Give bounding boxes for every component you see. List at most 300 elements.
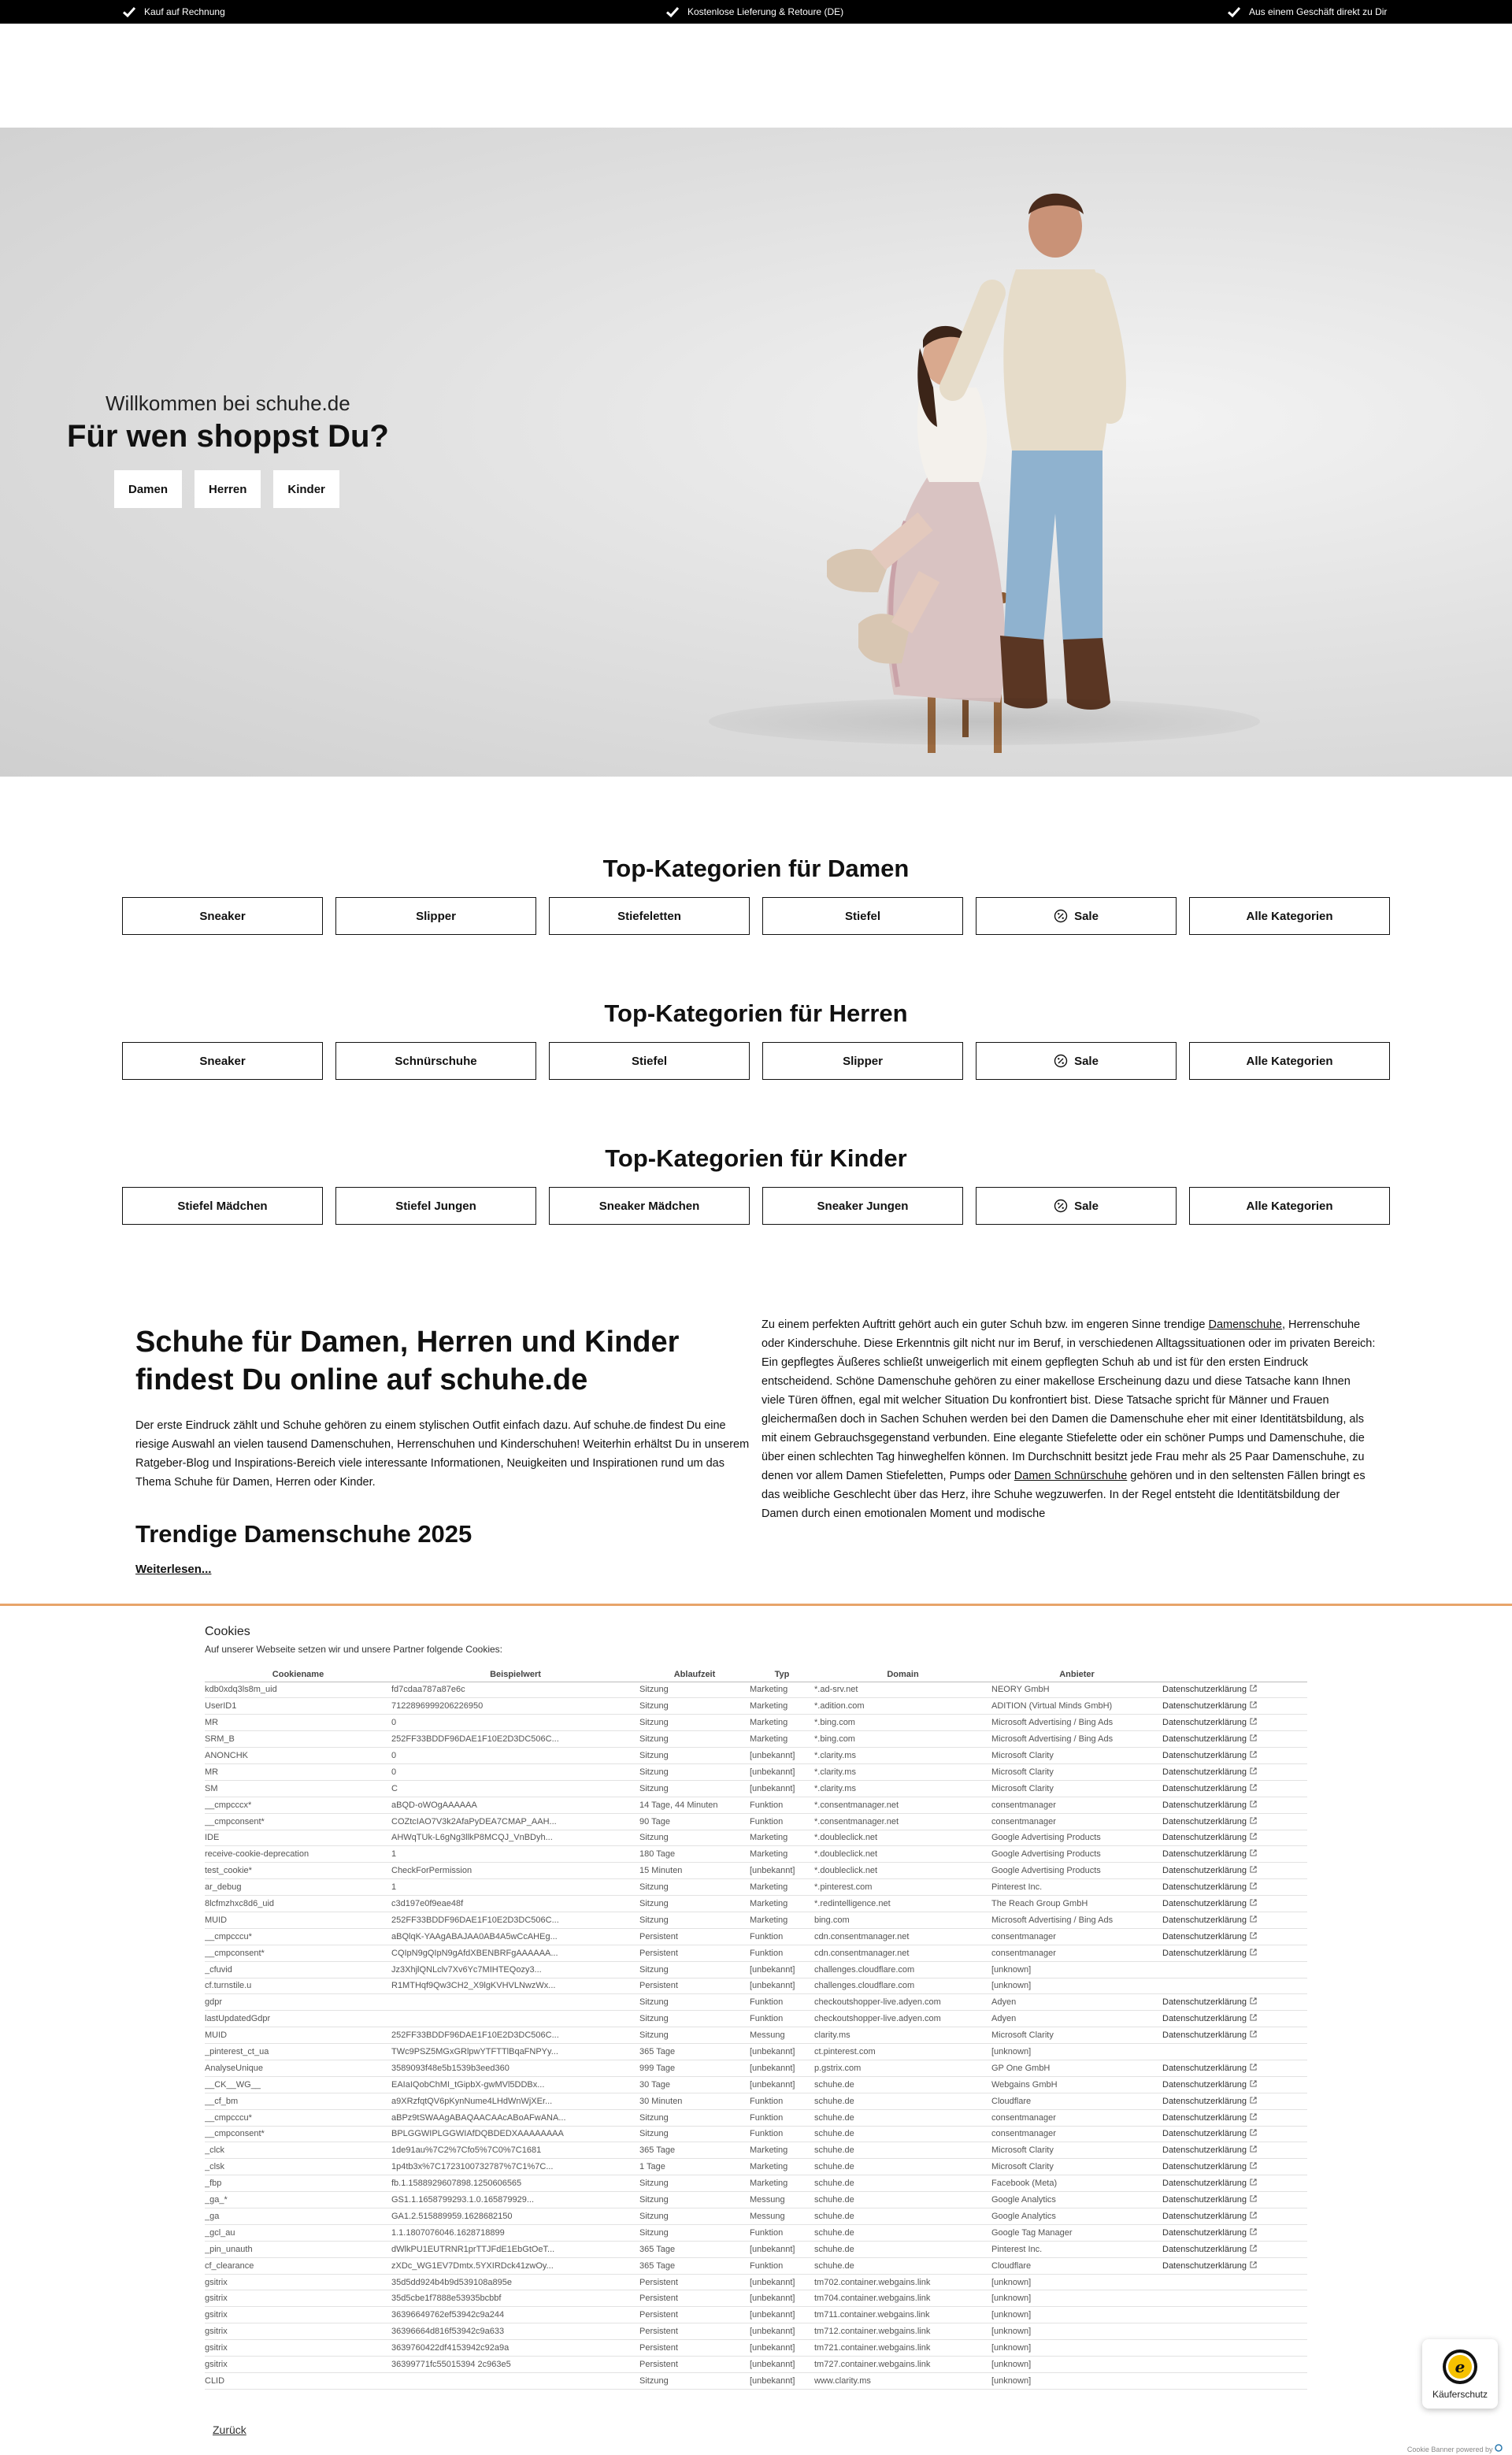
cookie-cell: *.ad-srv.net: [814, 1682, 991, 1698]
cookie-cell: __cmpcccu*: [205, 1928, 391, 1945]
cookie-cell: Sitzung: [639, 1994, 750, 2011]
cookie-cell: *.bing.com: [814, 1715, 991, 1731]
cookie-cell: Marketing: [750, 2159, 814, 2175]
category-row: [122, 897, 1390, 935]
cookie-cell: Funktion: [750, 1945, 814, 1961]
cookie-cell: [unbekannt]: [750, 2323, 814, 2340]
seo-text-right: [762, 1315, 1376, 1523]
privacy-cell: [1162, 1763, 1307, 1780]
site-header: [0, 24, 1512, 128]
category-button[interactable]: [122, 1042, 323, 1080]
cookie-cell: Google Advertising Products: [991, 1846, 1162, 1863]
external-link-icon: [1250, 2228, 1257, 2235]
cookie-cell: consentmanager: [991, 1813, 1162, 1830]
category-button[interactable]: [549, 1042, 750, 1080]
external-link-icon: [1250, 2145, 1257, 2153]
cookie-row: [205, 1961, 1307, 1978]
privacy-policy-link[interactable]: Datenschutzerklärung: [1162, 2162, 1247, 2172]
privacy-cell: [1162, 1698, 1307, 1715]
privacy-policy-link[interactable]: Datenschutzerklärung: [1162, 2096, 1247, 2106]
usp-label: Aus einem Geschäft direkt zu Dir: [1249, 6, 1388, 17]
cookie-cell: Sitzung: [639, 1731, 750, 1748]
cookie-cell: NEORY GmbH: [991, 1682, 1162, 1698]
cookie-cell: [unknown]: [991, 2357, 1162, 2373]
cookie-cell: MR: [205, 1715, 391, 1731]
cookie-cell: 1.1.1807076046.1628718899: [391, 2224, 639, 2241]
cookie-cell: Pinterest Inc.: [991, 2241, 1162, 2257]
privacy-policy-link[interactable]: Datenschutzerklärung: [1162, 2063, 1247, 2073]
privacy-cell: [1162, 2323, 1307, 2340]
privacy-cell: [1162, 1846, 1307, 1863]
cookie-cell: Facebook (Meta): [991, 2175, 1162, 2192]
cookie-cell: __cmpconsent*: [205, 1945, 391, 1961]
read-more-link[interactable]: Weiterlesen...: [135, 1563, 212, 1576]
cookie-cell: Sitzung: [639, 2126, 750, 2142]
cookie-cell: Sitzung: [639, 2175, 750, 2192]
privacy-cell: [1162, 2027, 1307, 2044]
cookie-cell: AnalyseUnique: [205, 2060, 391, 2076]
cookie-cell: ANONCHK: [205, 1748, 391, 1764]
privacy-policy-link[interactable]: Datenschutzerklärung: [1162, 1899, 1247, 1909]
cookie-cell: MUID: [205, 1912, 391, 1928]
category-label: Stiefel Mädchen: [177, 1199, 268, 1213]
category-button[interactable]: [762, 1187, 963, 1225]
cookie-cell: R1MTHqf9Qw3CH2_X9lgKVHVLNwzWx...: [391, 1978, 639, 1994]
cookie-cell: Webgains GmbH: [991, 2076, 1162, 2093]
column-header: Cookiename: [205, 1667, 391, 1682]
privacy-cell: [1162, 2290, 1307, 2307]
cookie-cell: Sitzung: [639, 2011, 750, 2027]
category-label: Slipper: [416, 909, 456, 923]
cookie-cell: Persistent: [639, 1945, 750, 1961]
external-link-icon: [1250, 2064, 1257, 2071]
privacy-policy-link[interactable]: Datenschutzerklärung: [1162, 2227, 1247, 2238]
privacy-policy-link[interactable]: Datenschutzerklärung: [1162, 1931, 1247, 1941]
cookie-row: [205, 2011, 1307, 2027]
category-button-sale[interactable]: [976, 897, 1177, 935]
cookie-cell: Messung: [750, 2208, 814, 2225]
hero-welcome-text: Willkommen bei schuhe.de: [106, 391, 350, 415]
privacy-policy-link[interactable]: Datenschutzerklärung: [1162, 1685, 1247, 1695]
cookie-row: [205, 2307, 1307, 2323]
privacy-policy-link[interactable]: Datenschutzerklärung: [1162, 2030, 1247, 2041]
cookie-cell: consentmanager: [991, 1945, 1162, 1961]
cookie-cell: [unknown]: [991, 2340, 1162, 2357]
usp-item: [1227, 0, 1387, 24]
cookie-row: [205, 2192, 1307, 2208]
cookie-cell: Marketing: [750, 1715, 814, 1731]
cookie-row: [205, 2323, 1307, 2340]
usp-item: [665, 0, 843, 24]
cookie-row: [205, 1797, 1307, 1813]
category-button[interactable]: [335, 897, 536, 935]
privacy-policy-link[interactable]: Datenschutzerklärung: [1162, 2244, 1247, 2254]
cookie-cell: 14 Tage, 44 Minuten: [639, 1797, 750, 1813]
usp-label: Kostenlose Lieferung & Retoure (DE): [687, 6, 844, 17]
cookie-cell: 30 Tage: [639, 2076, 750, 2093]
cookie-cell: _fbp: [205, 2175, 391, 2192]
cookie-cell: Microsoft Advertising / Bing Ads: [991, 1731, 1162, 1748]
privacy-cell: [1162, 2224, 1307, 2241]
privacy-policy-link[interactable]: Datenschutzerklärung: [1162, 1701, 1247, 1711]
category-title: Top-Kategorien für Herren: [604, 999, 908, 1027]
privacy-cell: [1162, 1748, 1307, 1764]
cookie-row: [205, 2175, 1307, 2192]
cookie-cell: gdpr: [205, 1994, 391, 2011]
cookie-cell: 1: [391, 1879, 639, 1896]
cookie-table: [205, 1667, 1307, 2390]
cookie-cell: _ga: [205, 2208, 391, 2225]
privacy-policy-link[interactable]: Datenschutzerklärung: [1162, 1751, 1247, 1760]
privacy-cell: [1162, 2192, 1307, 2208]
privacy-policy-link[interactable]: Datenschutzerklärung: [1162, 2014, 1247, 2024]
external-link-icon: [1250, 2030, 1257, 2038]
external-link-icon: [1250, 2245, 1257, 2252]
cookie-cell: 36396649762ef53942c9a244: [391, 2307, 639, 2323]
cookie-cell: *.doubleclick.net: [814, 1846, 991, 1863]
cookie-cell: Microsoft Advertising / Bing Ads: [991, 1715, 1162, 1731]
cookie-cell: Persistent: [639, 2357, 750, 2373]
cookie-cell: __cf_bm: [205, 2093, 391, 2109]
privacy-cell: [1162, 1715, 1307, 1731]
cookie-cell: schuhe.de: [814, 2192, 991, 2208]
cookie-cell: ADITION (Virtual Minds GmbH): [991, 1698, 1162, 1715]
cookie-cell: [unbekannt]: [750, 1763, 814, 1780]
cookie-cell: consentmanager: [991, 1928, 1162, 1945]
seo-text: Zu einem perfekten Auftritt gehört auch ein guter Schuh bzw. im engeren Sinne trendige: [762, 1318, 1209, 1331]
cookie-cell: Funktion: [750, 2011, 814, 2027]
category-button[interactable]: [1189, 1042, 1390, 1080]
seo-text: , Herrenschuhe oder Kinderschuhe. Diese Erkenntnis gilt nicht nur im Beruf, in verschiedenen Alltagssituationen oder im privaten Bereich: Ein gepflegtes Äußeres schließt unweigerlich mit einem gepflegten Schuh ab und ist für den ersten Eindruck entscheidend. Schöne Damenschuhe gehören zu einer makellose Erscheinung dazu und diese Tatsache kann Ihnen viele Türen öffnen, egal mit welcher Situation Du konfrontiert bist. Diese Tatsache spricht für Männer und Frauen gleichermaßen doch in Sachen Schuhen werden bei den Damen die Damenschuhe eher mit einer Identitätsbildung, als mit einem Gebrauchsgegenstand verbunden. Eine elegante Stiefelette oder ein schöner Pumps und Damenschuhe, die über einen schlechten Tag hinweghelfen können. Im Durchschnitt besitzt jede Frau mehr als 25 Paar Damenschuhe, zu denen vor allem Damen Stiefeletten, Pumps oder: [762, 1318, 1376, 1482]
cookie-cell: 365 Tage: [639, 2257, 750, 2274]
cookie-cell: [unbekannt]: [750, 1863, 814, 1879]
cookie-row: [205, 1945, 1307, 1961]
cookie-cell: Marketing: [750, 1731, 814, 1748]
external-link-icon: [1250, 2113, 1257, 2120]
cookie-cell: 35d5cbe1f7888e53935bcbbf: [391, 2290, 639, 2307]
cookie-cell: fb.1.1588929607898.1250606565: [391, 2175, 639, 2192]
cookie-cell: [391, 2011, 639, 2027]
category-button[interactable]: [122, 897, 323, 935]
cookie-cell: 252FF33BDDF96DAE1F10E2D3DC506C...: [391, 2027, 639, 2044]
damenschuhe-link[interactable]: Damenschuhe: [1208, 1318, 1282, 1331]
cookie-cell: schuhe.de: [814, 2159, 991, 2175]
cookie-cell: ct.pinterest.com: [814, 2044, 991, 2060]
cookie-cell: Marketing: [750, 1912, 814, 1928]
category-label: Sale: [1074, 1054, 1099, 1068]
privacy-policy-link[interactable]: Datenschutzerklärung: [1162, 1882, 1247, 1893]
column-header: Typ: [750, 1667, 814, 1682]
privacy-policy-link[interactable]: Datenschutzerklärung: [1162, 1915, 1247, 1925]
cookie-cell: aBQD-oWOgAAAAAA: [391, 1797, 639, 1813]
privacy-policy-link[interactable]: Datenschutzerklärung: [1162, 2079, 1247, 2090]
privacy-policy-link[interactable]: Datenschutzerklärung: [1162, 1734, 1247, 1745]
privacy-cell: [1162, 1994, 1307, 2011]
hero-button-kinder[interactable]: Kinder: [273, 470, 339, 508]
cookie-cell: *.redintelligence.net: [814, 1896, 991, 1912]
privacy-policy-link[interactable]: Datenschutzerklärung: [1162, 1833, 1247, 1843]
privacy-cell: [1162, 1945, 1307, 1961]
cookie-cell: EAIaIQobChMI_tGipbX-gwMVl5DDBx...: [391, 2076, 639, 2093]
privacy-policy-link[interactable]: Datenschutzerklärung: [1162, 2112, 1247, 2123]
privacy-policy-link[interactable]: Datenschutzerklärung: [1162, 1718, 1247, 1728]
cookie-row: [205, 2290, 1307, 2307]
cookie-row: [205, 2224, 1307, 2241]
external-link-icon: [1250, 1833, 1257, 1840]
check-icon: [122, 5, 136, 19]
cookie-row: [205, 2044, 1307, 2060]
cookie-cell: __cmpcccu*: [205, 2109, 391, 2126]
cookie-cell: 15 Minuten: [639, 1863, 750, 1879]
cookie-cell: cdn.consentmanager.net: [814, 1945, 991, 1961]
cookie-cell: [unbekannt]: [750, 2060, 814, 2076]
usp-label: Kauf auf Rechnung: [144, 6, 225, 17]
trusted-shops-seal-icon: [1441, 2348, 1479, 2386]
privacy-cell: [1162, 2307, 1307, 2323]
cookie-cell: 7122896999206226950: [391, 1698, 639, 1715]
cookie-cell: [unbekannt]: [750, 2290, 814, 2307]
category-button[interactable]: [335, 1042, 536, 1080]
external-link-icon: [1250, 1817, 1257, 1824]
hero-buttons: [114, 470, 339, 508]
privacy-cell: [1162, 1912, 1307, 1928]
category-button[interactable]: [762, 897, 963, 935]
cookie-cell: 365 Tage: [639, 2241, 750, 2257]
privacy-policy-link[interactable]: Datenschutzerklärung: [1162, 2195, 1247, 2205]
external-link-icon: [1250, 1997, 1257, 2004]
cookie-subtitle: Auf unserer Webseite setzen wir und unsere Partner folgende Cookies:: [205, 1644, 502, 1655]
cookie-cell: schuhe.de: [814, 2109, 991, 2126]
cookie-cell: Marketing: [750, 1879, 814, 1896]
cookie-cell: Funktion: [750, 2224, 814, 2241]
category-button[interactable]: [549, 1187, 750, 1225]
cookie-cell: kdb0xdq3ls8m_uid: [205, 1682, 391, 1698]
cookie-cell: consentmanager: [991, 1797, 1162, 1813]
cookie-cell: cf.turnstile.u: [205, 1978, 391, 1994]
cookie-cell: [unbekannt]: [750, 2357, 814, 2373]
cookie-cell: 180 Tage: [639, 1846, 750, 1863]
external-link-icon: [1250, 1685, 1257, 1692]
cookie-cell: *.adition.com: [814, 1698, 991, 1715]
cookie-table-body: [205, 1682, 1307, 2389]
cookie-cell: Sitzung: [639, 1780, 750, 1797]
privacy-cell: [1162, 2340, 1307, 2357]
category-label: Alle Kategorien: [1246, 909, 1333, 923]
cookie-cell: [unknown]: [991, 2307, 1162, 2323]
privacy-cell: [1162, 2159, 1307, 2175]
cookie-cell: cdn.consentmanager.net: [814, 1928, 991, 1945]
cookie-table-header: [205, 1667, 1307, 1682]
cookie-row: [205, 2159, 1307, 2175]
cookie-content: [205, 1625, 1307, 2390]
cookie-row: [205, 1731, 1307, 1748]
category-button[interactable]: [335, 1187, 536, 1225]
category-section-herren: [0, 999, 1512, 1086]
trusted-shops-badge[interactable]: [1422, 2339, 1498, 2409]
cookie-cell: Adyen: [991, 2011, 1162, 2027]
cookie-cell: Persistent: [639, 2340, 750, 2357]
privacy-cell: [1162, 2372, 1307, 2389]
cookie-cell: __CK__WG__: [205, 2076, 391, 2093]
cookie-cell: tm721.container.webgains.link: [814, 2340, 991, 2357]
damen-schnuerschuhe-link[interactable]: Damen Schnürschuhe: [1014, 1470, 1128, 1482]
cookie-cell: 0: [391, 1748, 639, 1764]
cookie-cell: p.gstrix.com: [814, 2060, 991, 2076]
privacy-cell: [1162, 2175, 1307, 2192]
privacy-policy-link[interactable]: Datenschutzerklärung: [1162, 1997, 1247, 2008]
category-label: Stiefel Jungen: [395, 1199, 476, 1213]
back-button[interactable]: Zurück: [213, 2423, 246, 2436]
cookie-cell: [unbekannt]: [750, 2274, 814, 2290]
cookie-cell: *.consentmanager.net: [814, 1813, 991, 1830]
privacy-cell: [1162, 1928, 1307, 1945]
cookie-cell: Microsoft Clarity: [991, 2142, 1162, 2159]
cookie-cell: Marketing: [750, 2142, 814, 2159]
cookie-cell: CheckForPermission: [391, 1863, 639, 1879]
cookie-cell: gsitrix: [205, 2340, 391, 2357]
cookie-cell: [unbekannt]: [750, 2076, 814, 2093]
cookie-row: [205, 1830, 1307, 1846]
external-link-icon: [1250, 1932, 1257, 1939]
external-link-icon: [1250, 2097, 1257, 2104]
privacy-policy-link[interactable]: Datenschutzerklärung: [1162, 1816, 1247, 1826]
privacy-policy-link[interactable]: Datenschutzerklärung: [1162, 1849, 1247, 1860]
cookie-cell: UserID1: [205, 1698, 391, 1715]
cookie-cell: tm711.container.webgains.link: [814, 2307, 991, 2323]
cookie-cell: *.doubleclick.net: [814, 1863, 991, 1879]
category-title: Top-Kategorien für Kinder: [605, 1144, 907, 1172]
category-button-sale[interactable]: [976, 1042, 1177, 1080]
external-link-icon: [1250, 2129, 1257, 2136]
category-button[interactable]: [762, 1042, 963, 1080]
cookie-cell: COZtcIAO7V3k2AfaPyDEA7CMAP_AAH...: [391, 1813, 639, 1830]
column-header: Ablaufzeit: [639, 1667, 750, 1682]
category-button[interactable]: [1189, 1187, 1390, 1225]
cookie-row: [205, 1813, 1307, 1830]
cookie-cell: Sitzung: [639, 1698, 750, 1715]
cookie-cell: Persistent: [639, 2323, 750, 2340]
category-button-sale[interactable]: [976, 1187, 1177, 1225]
cookie-cell: Jz3XhjlQNLclv7Xv6Yc7MIHTEQozy3...: [391, 1961, 639, 1978]
cookie-cell: Google Advertising Products: [991, 1863, 1162, 1879]
cookie-cell: zXDc_WG1EV7Dmtx.5YXIRDck41zwOy...: [391, 2257, 639, 2274]
privacy-policy-link[interactable]: Datenschutzerklärung: [1162, 1783, 1247, 1793]
hero-banner: [0, 128, 1512, 777]
cookie-cell: __cmpconsent*: [205, 2126, 391, 2142]
category-button[interactable]: [122, 1187, 323, 1225]
cookie-cell: [unbekannt]: [750, 2044, 814, 2060]
category-button[interactable]: [1189, 897, 1390, 935]
cookie-row: [205, 1780, 1307, 1797]
cookie-cell: fd7cdaa787a87e6c: [391, 1682, 639, 1698]
cookie-cell: BPLGGWIPLGGWIAfDQBDEDXAAAAAAAA: [391, 2126, 639, 2142]
external-link-icon: [1250, 2195, 1257, 2202]
cookie-cell: C: [391, 1780, 639, 1797]
cookie-cell: c3d197e0f9eae48f: [391, 1896, 639, 1912]
privacy-policy-link[interactable]: Datenschutzerklärung: [1162, 1948, 1247, 1958]
cookie-cell: 365 Tage: [639, 2142, 750, 2159]
hero-image: [740, 151, 1244, 766]
privacy-cell: [1162, 2011, 1307, 2027]
cookie-cell: aBPz9tSWAAgABAQAACAAcABoAFwANA...: [391, 2109, 639, 2126]
cookie-cell: Sitzung: [639, 1748, 750, 1764]
category-label: Schnürschuhe: [395, 1054, 477, 1068]
cookie-row: [205, 1715, 1307, 1731]
cookie-cell: [unknown]: [991, 2290, 1162, 2307]
check-icon: [665, 5, 680, 19]
privacy-policy-link[interactable]: Datenschutzerklärung: [1162, 2129, 1247, 2139]
sale-percent-icon: [1054, 909, 1068, 923]
cookie-row: [205, 2126, 1307, 2142]
external-link-icon: [1250, 1767, 1257, 1774]
cookie-cell: *.clarity.ms: [814, 1763, 991, 1780]
cookie-cell: www.clarity.ms: [814, 2372, 991, 2389]
category-label: Sale: [1074, 1199, 1099, 1213]
cookie-title: Cookies: [205, 1625, 250, 1638]
cookie-cell: Marketing: [750, 1896, 814, 1912]
privacy-policy-link[interactable]: Datenschutzerklärung: [1162, 2179, 1247, 2189]
privacy-cell: [1162, 1896, 1307, 1912]
external-link-icon: [1250, 2261, 1257, 2268]
cookie-cell: challenges.cloudflare.com: [814, 1978, 991, 1994]
privacy-cell: [1162, 1978, 1307, 1994]
cookie-cell: Microsoft Clarity: [991, 2159, 1162, 2175]
seo-text-left: [135, 1323, 750, 1577]
cookie-cell: Sitzung: [639, 1912, 750, 1928]
privacy-policy-link[interactable]: Datenschutzerklärung: [1162, 2211, 1247, 2221]
privacy-cell: [1162, 2126, 1307, 2142]
cookie-cell: Persistent: [639, 2290, 750, 2307]
cookie-cell: 8lcfmzhxc8d6_uid: [205, 1896, 391, 1912]
cookie-cell: [unbekannt]: [750, 1978, 814, 1994]
cookie-cell: _gcl_au: [205, 2224, 391, 2241]
privacy-policy-link[interactable]: Datenschutzerklärung: [1162, 1866, 1247, 1876]
privacy-cell: [1162, 2241, 1307, 2257]
cookie-cell: Sitzung: [639, 2027, 750, 2044]
cookie-cell: IDE: [205, 1830, 391, 1846]
privacy-policy-link[interactable]: Datenschutzerklärung: [1162, 2145, 1247, 2156]
external-link-icon: [1250, 2179, 1257, 2186]
hero-button-damen[interactable]: Damen: [114, 470, 182, 508]
cookie-cell: consentmanager: [991, 2109, 1162, 2126]
privacy-cell: [1162, 2109, 1307, 2126]
privacy-policy-link[interactable]: Datenschutzerklärung: [1162, 1767, 1247, 1777]
cookie-cell: gsitrix: [205, 2274, 391, 2290]
cookie-row: [205, 1994, 1307, 2011]
cookie-cell: Persistent: [639, 2274, 750, 2290]
privacy-cell: [1162, 1797, 1307, 1813]
cookie-cell: Google Advertising Products: [991, 1830, 1162, 1846]
external-link-icon: [1250, 1751, 1257, 1758]
hero-button-herren[interactable]: Herren: [195, 470, 261, 508]
cookie-cell: schuhe.de: [814, 2257, 991, 2274]
cookie-cell: [unbekannt]: [750, 1748, 814, 1764]
cookie-row: [205, 1748, 1307, 1764]
cookie-cell: [unknown]: [991, 2044, 1162, 2060]
category-label: Sale: [1074, 909, 1099, 923]
privacy-policy-link[interactable]: Datenschutzerklärung: [1162, 2260, 1247, 2271]
privacy-policy-link[interactable]: Datenschutzerklärung: [1162, 1800, 1247, 1810]
category-section-kinder: [0, 1144, 1512, 1231]
column-header: [1162, 1667, 1307, 1682]
category-section-damen: [0, 855, 1512, 941]
privacy-cell: [1162, 1830, 1307, 1846]
cookie-cell: 1de91au%7C2%7Cfo5%7C0%7C1681: [391, 2142, 639, 2159]
cookie-cell: dWlkPU1EUTRNR1prTTJFdE1EbGtOeT...: [391, 2241, 639, 2257]
cookie-cell: Messung: [750, 2192, 814, 2208]
category-button[interactable]: [549, 897, 750, 935]
cookie-cell: schuhe.de: [814, 2208, 991, 2225]
